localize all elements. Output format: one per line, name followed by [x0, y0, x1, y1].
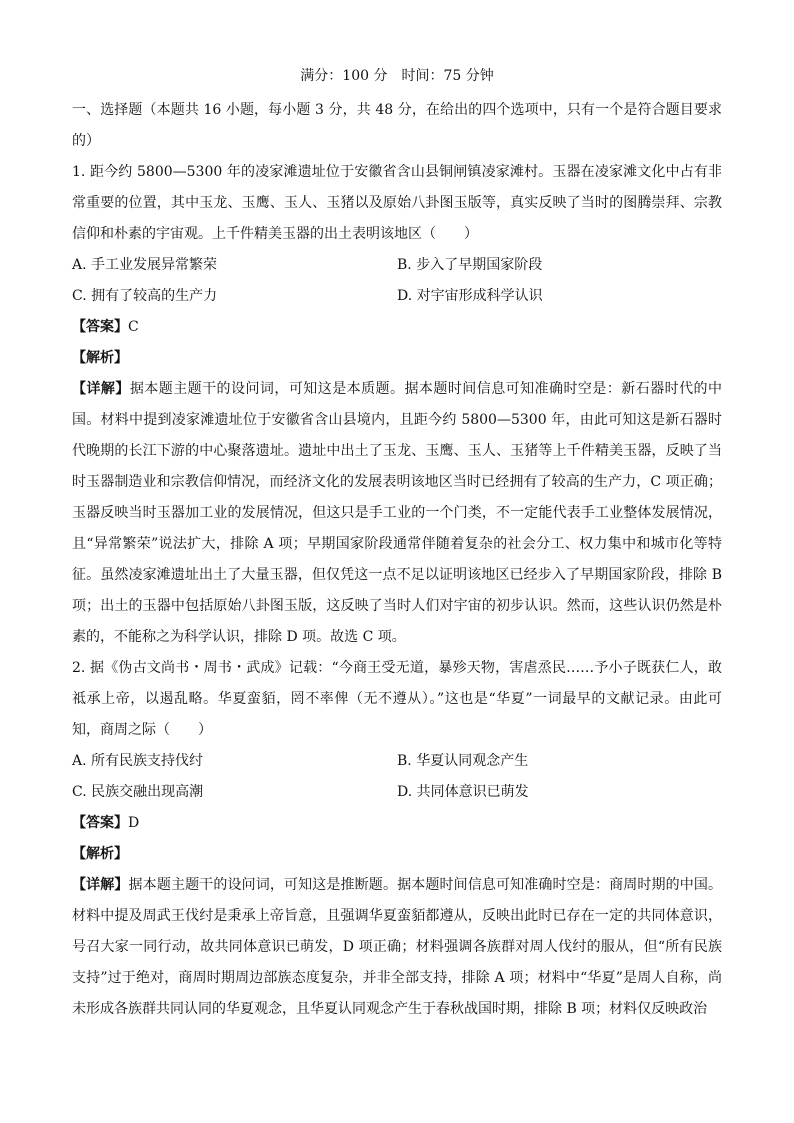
answer-label: 【答案】 — [72, 319, 128, 335]
question-2-options-row-2 — [72, 777, 722, 808]
section-title: 一、选择题（本题共 16 小题，每小题 3 分，共 48 分，在给出的四个选项中，只有一个是符合题目要求的） — [72, 102, 722, 149]
question-1-option-b: B. 步入了早期国家阶段 — [397, 257, 543, 273]
question-1-answer — [72, 312, 722, 343]
question-1-option-c: C. 拥有了较高的生产力 — [72, 288, 218, 304]
detail-label: 【详解】 — [72, 877, 129, 893]
question-1-detail — [72, 374, 722, 653]
detail-text: 据本题主题干的设问词，可知这是推断题。据本题时间信息可知准确时空是：商周时期的中国。材料中提及周武王伐纣是秉承上帝旨意，且强调华夏蛮貊都遵从，反映出此时已存在一定的共同体意识，号召大家一同行动，故共同体意识已萌发，D 项正确；材料强调各族群对周人伐纣的服从，但“所有民族支持”过于绝对，商周时期周边部族态度复杂，并非全部支持，排除 A 项；材料中“华夏”是周人自称，尚未形成各族群共同认同的华夏观念，且华夏认同观念产生于春秋战国时期，排除 B 项；材料仅反映政治 — [72, 877, 723, 1017]
question-2-analysis-label: 【解析】 — [72, 846, 128, 862]
question-1-options-row-1 — [72, 250, 722, 281]
answer-value: C — [128, 319, 139, 335]
question-1-stem: 1. 距今约 5800—5300 年的凌家滩遗址位于安徽省含山县铜闸镇凌家滩村。玉器在凌家滩文化中占有非常重要的位置，其中玉龙、玉鹰、玉人、玉猪以及原始八卦图玉版等，真实反映了当时的图腾崇拜、宗教信仰和朴素的宇宙观。上千件精美玉器的出土表明该地区（ ） — [72, 164, 722, 242]
question-2-answer — [72, 808, 722, 839]
question-2-detail — [72, 870, 722, 1025]
question-2-option-a: A. 所有民族支持伐纣 — [72, 753, 204, 769]
answer-value: D — [128, 815, 140, 831]
question-2-option-d: D. 共同体意识已萌发 — [397, 784, 529, 800]
question-2-option-b: B. 华夏认同观念产生 — [397, 753, 529, 769]
document-body — [72, 95, 722, 1025]
question-2-option-c: C. 民族交融出现高潮 — [72, 784, 204, 800]
question-1-option-a: A. 手工业发展异常繁荣 — [72, 257, 218, 273]
answer-label: 【答案】 — [72, 815, 128, 831]
question-1-option-d: D. 对宇宙形成科学认识 — [397, 288, 543, 304]
question-1-analysis-label: 【解析】 — [72, 350, 128, 366]
detail-label: 【详解】 — [72, 381, 130, 397]
exam-info: 满分：100 分 时间：75 分钟 — [300, 68, 494, 84]
question-1-options-row-2 — [72, 281, 722, 312]
question-2-options-row-1 — [72, 746, 722, 777]
question-2-stem: 2. 据《伪古文尚书・周书・武成》记载：“今商王受无道，暴殄天物，害虐烝民……予小子既获仁人，敢祗承上帝，以遏乱略。华夏蛮貊，罔不率俾（无不遵从）。”这也是“华夏”一词最早的文献记录。由此可知，商周之际（ ） — [72, 660, 722, 738]
detail-text: 据本题主题干的设问词，可知这是本质题。据本题时间信息可知准确时空是：新石器时代的中国。材料中提到凌家滩遗址位于安徽省含山县境内，且距今约 5800—5300 年，由此可知这是新石器时代晚期的长江下游的中心聚落遗址。遗址中出土了玉龙、玉鹰、玉人、玉猪等上千件精美玉器，反映了当时玉器制造业和宗教信仰情况，而经济文化的发展表明该地区当时已经拥有了较高的生产力，C 项正确；玉器反映当时玉器加工业的发展情况，但这只是手工业的一个门类，不一定能代表手工业整体发展情况，且“异常繁荣”说法扩大，排除 A 项；早期国家阶段通常伴随着复杂的社会分工、权力集中和城市化等特征。虽然凌家滩遗址出土了大量玉器，但仅凭这一点不足以证明该地区已经步入了早期国家阶段，排除 B 项；出土的玉器中包括原始八卦图玉版，这反映了当时人们对宇宙的初步认识。然而，这些认识仍然是朴素的，不能称之为科学认识，排除 D 项。故选 C 项。 — [72, 381, 723, 645]
